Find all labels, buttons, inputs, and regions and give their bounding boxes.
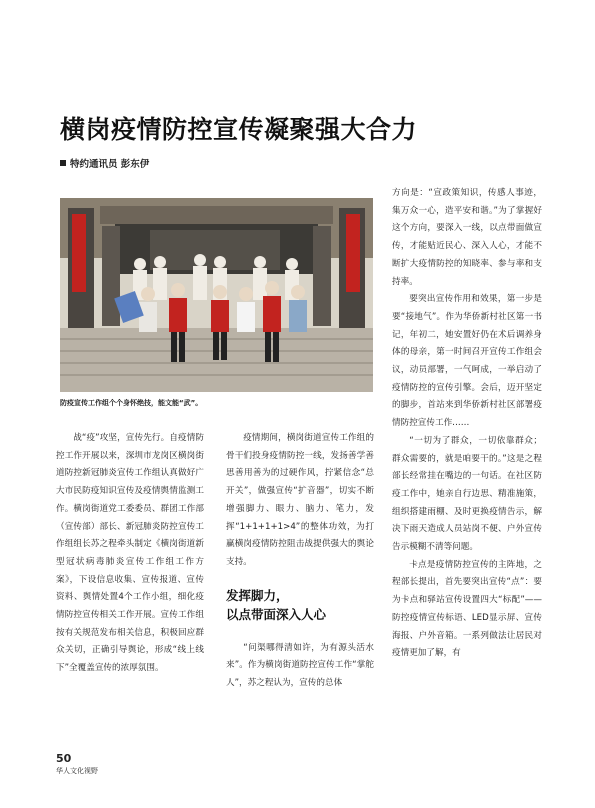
magazine-name: 华人文化视野 xyxy=(56,767,98,775)
text-column-1 xyxy=(56,430,204,678)
subhead-line-1: 发挥脚力， xyxy=(226,587,289,603)
subhead-line-2: 以点带面深入人心 xyxy=(226,606,327,622)
paragraph: 卡点是疫情防控宣传的主阵地，之程部长提出，首先要突出宣传“点”：要为卡点和驿站宣传设置四大“标配”——防控疫情宣传标语、LED显示屏、宣传海报、户外音箱。一系列做法让居民对疫情更加了解，有 xyxy=(392,559,542,659)
paragraph-continuation: 方向是：“宣政策知识，传感人事迹，集万众一心，造平安和谐。”为了掌握好这个方向，要深入一线，以点带面做宣传，才能贴近民心、深入人心，才能不断扩大疫情防控的知晓率、参与率和支持率。 xyxy=(392,188,542,287)
text-column-2 xyxy=(226,430,374,693)
group-photo-illustration xyxy=(60,198,373,392)
photo-caption: 防疫宣传工作组个个身怀绝技，能文能“武”。 xyxy=(60,399,203,407)
paragraph: “问渠哪得清如许，为有源头活水来”。作为横岗街道防控宣传工作“掌舵人”，苏之程认为，宣传的总体 xyxy=(226,642,374,689)
byline-square-icon xyxy=(60,160,66,166)
paragraph: 疫情期间，横岗街道宣传工作组的骨干们投身疫情防控一线，发扬善学善思善用善为的过硬作风，拧紧信念“总开关”，做强宣传“扩音器”，切实不断增强脚力、眼力、脑力、笔力，发挥“1+1+1+1>4”的整体功效，为打赢横岗疫情防控阻击战提供强大的舆论支持。 xyxy=(226,433,374,567)
paragraph: “一切为了群众，一切依靠群众；群众需要的，就是咱要干的。”这是之程部长经常挂在嘴边的一句话。在社区防疫工作中，她亲自行边思、精准施策，组织搭建雨棚、及时更换疫情告示，解决下雨天造成人员站岗不便、户外宣传告示模糊不清等问题。 xyxy=(392,435,542,553)
page-number: 50 xyxy=(56,752,72,765)
article-photo xyxy=(60,198,373,392)
byline xyxy=(60,156,149,170)
paragraph: 要突出宣传作用和效果，第一步是要“接地气”。作为华侨新村社区第一书记，年初二，她安置好仍在术后调养身体的母亲，第一时间召开宣传工作组会议，动员部署，一气呵成，一举启动了疫情防控的宣传引擎。会后，迈开坚定的脚步，首站来到华侨新村社区部署疫情防控宣传工作…… xyxy=(392,294,542,429)
paragraph: 战“疫”攻坚，宣传先行。自疫情防控工作开展以来，深圳市龙岗区横岗街道防控新冠肺炎宣传工作组认真做好广大市民防疫知识宣传及疫情舆情监测工作。横岗街道党工委委员、群团工作部（宣传部）部长、新冠肺炎防控宣传工作组组长苏之程牵头制定《横岗街道新型冠状病毒肺炎宣传工作组工作方案》，下设信息收集、宣传报道、宣传资料、舆情处置4个工作小组，细化疫情防控宣传相关工作开展。宣传工作组按有关规范发布相关信息，积极回应群众关切，正确引导舆论，形成“线上线下”全覆盖宣传的浓厚氛围。 xyxy=(56,433,204,674)
section-subhead xyxy=(226,586,374,624)
byline-text: 特约通讯员 彭东伊 xyxy=(70,159,150,170)
article-title: 横岗疫情防控宣传凝聚强大合力 xyxy=(60,115,418,144)
text-column-3 xyxy=(392,185,542,663)
